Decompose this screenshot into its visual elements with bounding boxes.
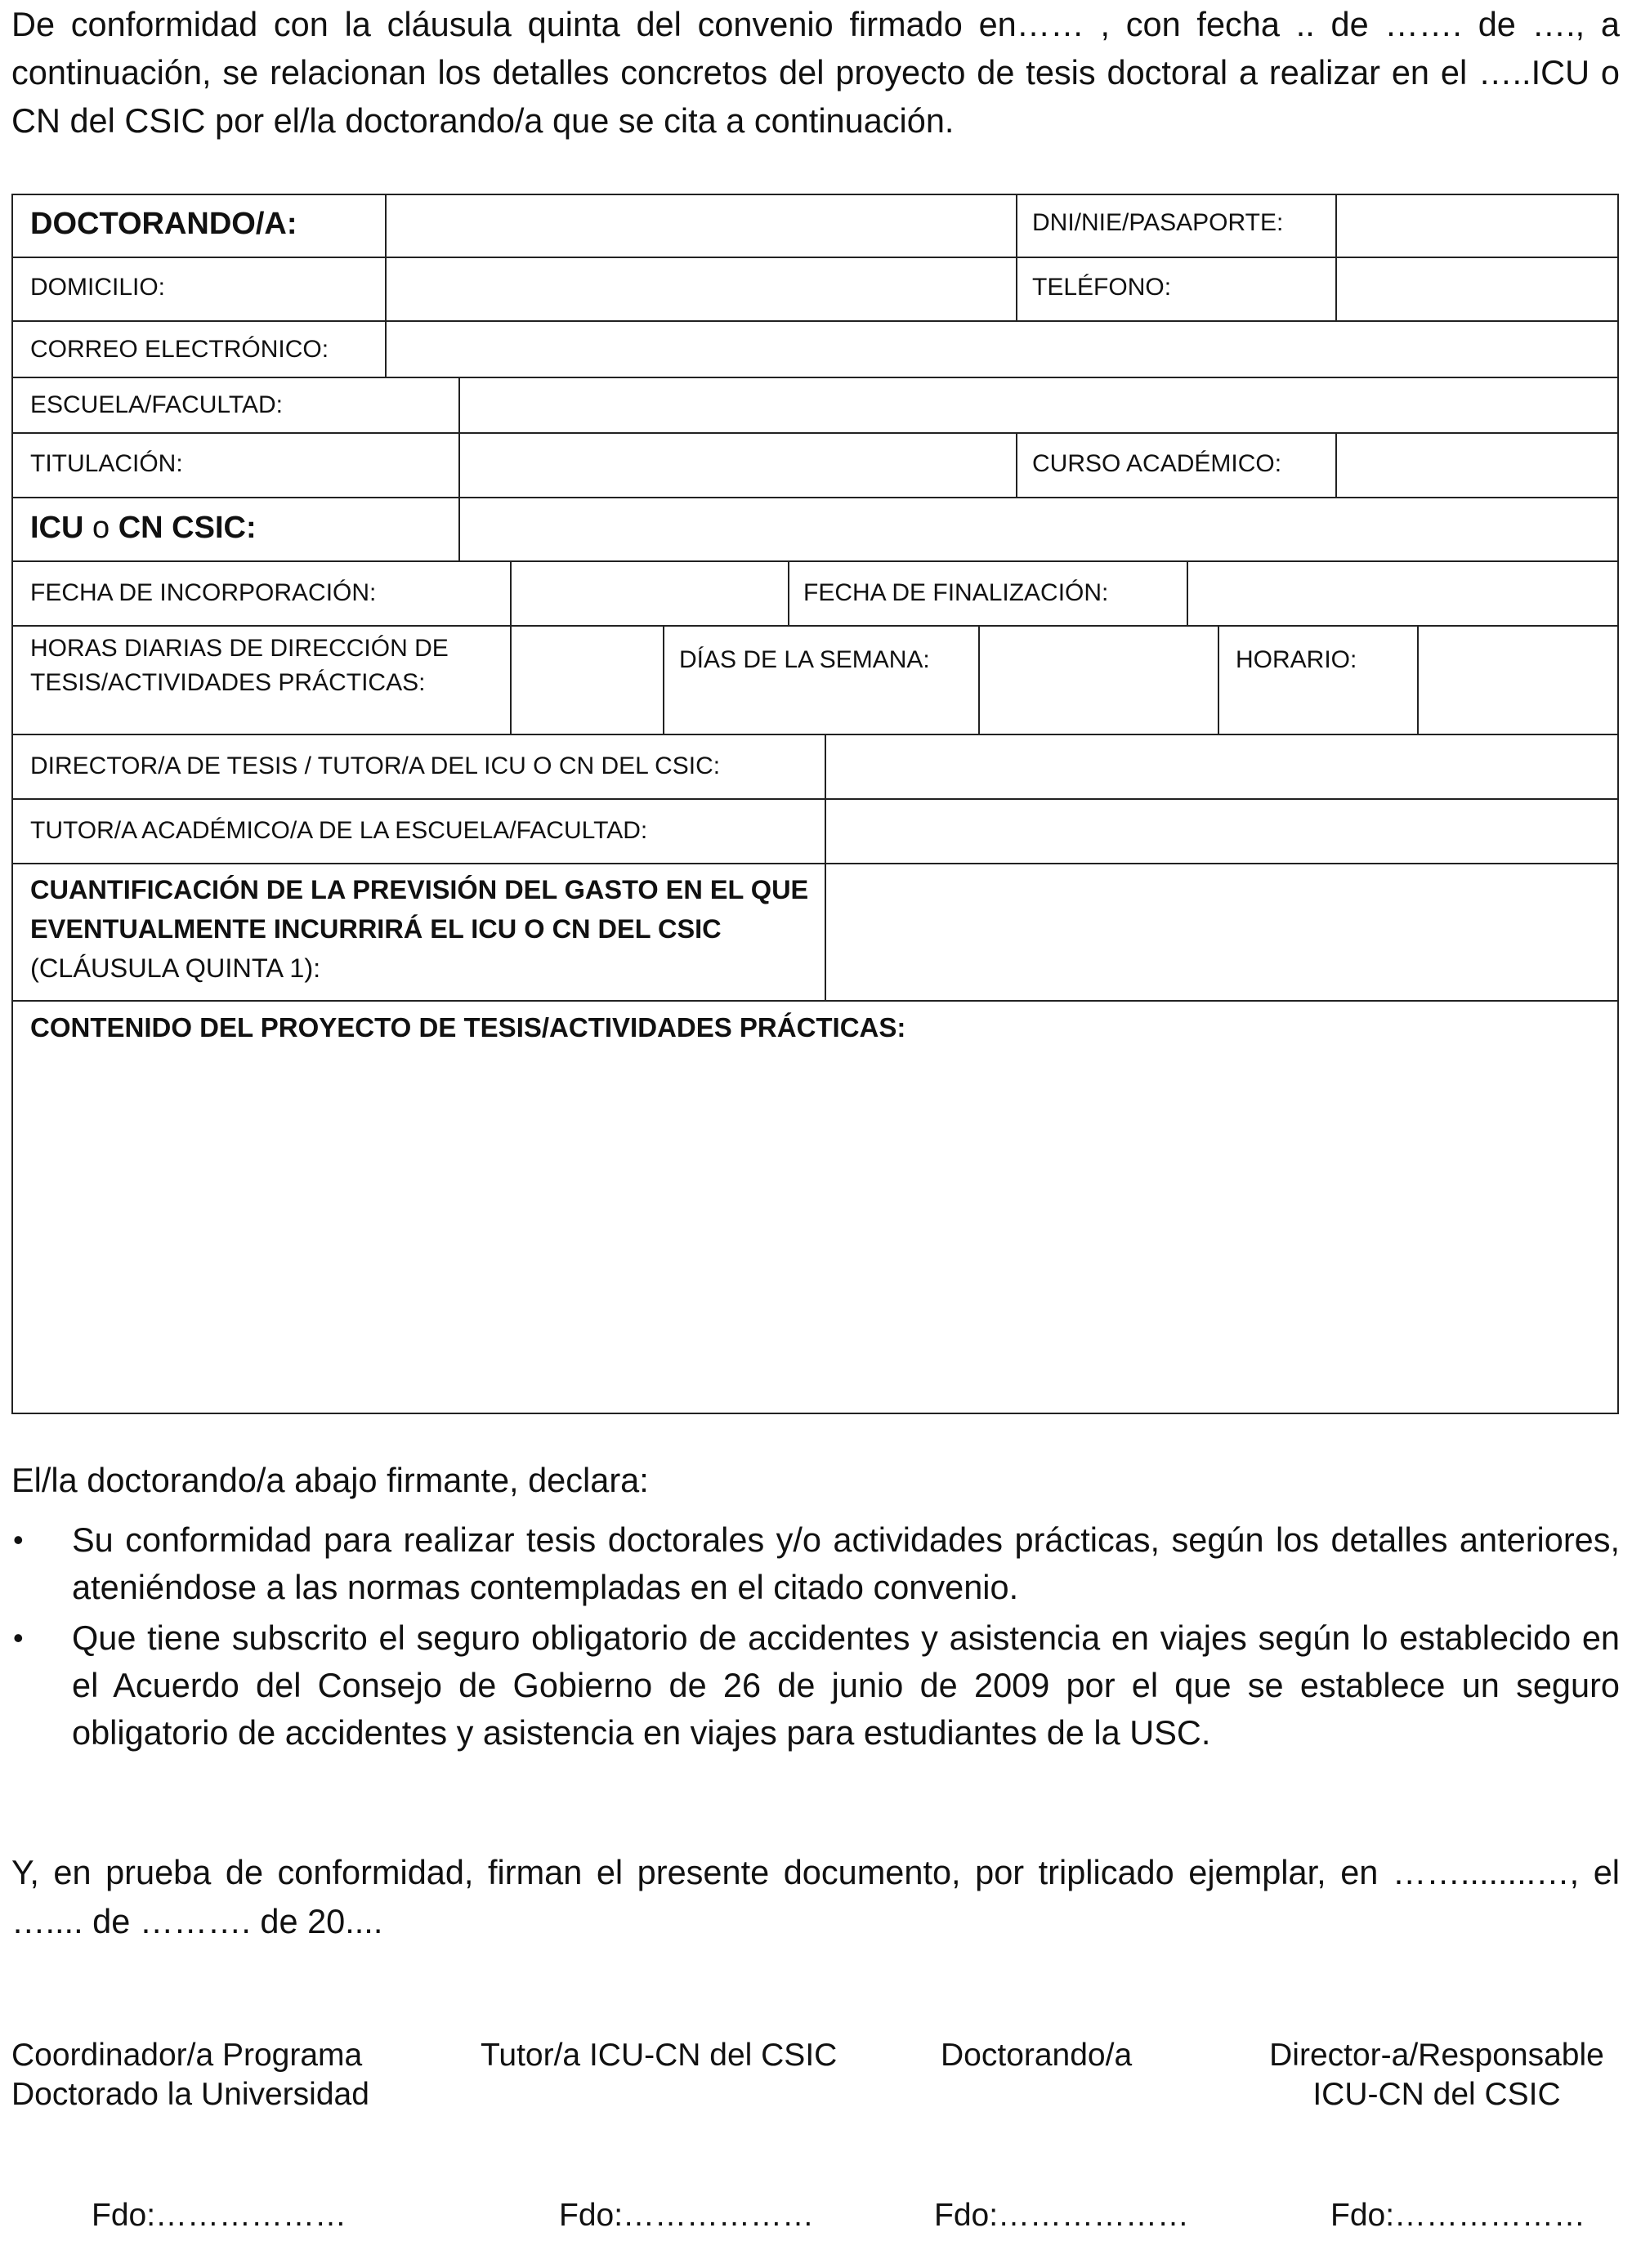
label-telefono: TELÉFONO:: [1032, 274, 1172, 301]
label-fecha-finalizacion: FECHA DE FINALIZACIÓN:: [803, 579, 1109, 606]
label-doctorando: DOCTORANDO/A:: [30, 207, 297, 241]
telefono-field[interactable]: [1337, 258, 1617, 320]
label-director-tesis: DIRECTOR/A DE TESIS / TUTOR/A DEL ICU O CN DEL CSIC:: [30, 752, 721, 779]
label-contenido-proyecto: CONTENIDO DEL PROYECTO DE TESIS/ACTIVIDADES PRÁCTICAS:: [30, 1012, 906, 1042]
icu-csic-field[interactable]: [460, 498, 1617, 560]
col-divider: [1016, 195, 1017, 320]
domicilio-field[interactable]: [387, 258, 1016, 320]
list-item: • Su conformidad para realizar tesis doctorales y/o actividades prácticas, según los detalles anteriores, ateniéndose a las normas contempladas en el citado convenio.: [11, 1516, 1620, 1611]
bullet-icon: •: [13, 1523, 24, 1556]
label-titulacion: TITULACIÓN:: [30, 450, 183, 477]
tutor-academico-field[interactable]: [826, 800, 1617, 863]
horas-diarias-field[interactable]: [512, 627, 663, 734]
dni-field[interactable]: [1337, 195, 1617, 257]
signature-line-director[interactable]: Fdo:………………: [1330, 2198, 1586, 2233]
correo-field[interactable]: [387, 322, 1617, 377]
label-dni: DNI/NIE/PASAPORTE:: [1032, 209, 1284, 236]
signatory-director: Director-a/Responsable ICU-CN del CSIC: [1269, 2038, 1604, 2112]
signature-line-coordinador[interactable]: Fdo:………………: [92, 2198, 347, 2233]
horario-field[interactable]: [1419, 627, 1617, 734]
director-tesis-field[interactable]: [826, 735, 1617, 798]
label-tutor-academico: TUTOR/A ACADÉMICO/A DE LA ESCUELA/FACULTAD:: [30, 817, 648, 844]
declaration-title: El/la doctorando/a abajo firmante, declara:: [11, 1461, 649, 1499]
label-cuantificacion: CUANTIFICACIÓN DE LA PREVISIÓN DEL GASTO EN EL QUE EVENTUALMENTE INCURRIRÁ EL ICU O CN DEL CSIC (CLÁUSULA QUINTA 1):: [30, 875, 809, 983]
signatory-coordinador: Coordinador/a Programa Doctorado la Universidad: [11, 2038, 369, 2112]
signatory-doctorando: Doctorando/a: [941, 2038, 1133, 2073]
label-horas-diarias: HORAS DIARIAS DE DIRECCIÓN DE TESIS/ACTIVIDADES PRÁCTICAS:: [30, 635, 449, 696]
dias-semana-field[interactable]: [980, 627, 1218, 734]
label-dias-semana: DÍAS DE LA SEMANA:: [679, 646, 930, 673]
escuela-field[interactable]: [460, 378, 1617, 432]
col-divider: [788, 560, 789, 625]
list-item: • Que tiene subscrito el seguro obligatorio de accidentes y asistencia en viajes según lo establecido en el Acuerdo del Consejo de Gobierno de 26 de junio de 2009 por el que se establece un seguro obligatorio de accidentes y asistencia en viajes para estudiantes de la USC.: [11, 1614, 1620, 1757]
fecha-finalizacion-field[interactable]: [1188, 562, 1617, 625]
doctorando-field[interactable]: [387, 195, 1016, 257]
curso-field[interactable]: [1337, 434, 1617, 497]
signature-line-tutor[interactable]: Fdo:………………: [559, 2198, 815, 2233]
row-divider: [13, 1000, 1617, 1002]
label-curso: CURSO ACADÉMICO:: [1032, 450, 1282, 477]
col-divider: [1218, 625, 1219, 734]
row-divider: [13, 625, 1617, 627]
col-divider: [663, 625, 664, 734]
signatory-tutor: Tutor/a ICU-CN del CSIC: [481, 2038, 838, 2073]
intro-paragraph: De conformidad con la cláusula quinta del convenio firmado en…… , con fecha .. de ……. de …., a continuación, se relacionan los detalles concretos del proyecto de tesis doctoral a realizar en el …..ICU o CN del CSIC por el/la doctorando/a que se cita a continuación.: [11, 5, 1620, 140]
thesis-details-form: [11, 194, 1619, 1414]
label-fecha-incorporacion: FECHA DE INCORPORACIÓN:: [30, 579, 377, 606]
closing-paragraph: Y, en prueba de conformidad, firman el presente documento, por triplicado ejemplar, en ……........…, el ….... de ………. de 20....: [11, 1853, 1620, 1940]
cuantificacion-field[interactable]: [826, 864, 1617, 1000]
label-escuela: ESCUELA/FACULTAD:: [30, 391, 283, 418]
label-horario: HORARIO:: [1236, 646, 1357, 673]
label-correo: CORREO ELECTRÓNICO:: [30, 336, 329, 363]
signature-line-doctorando[interactable]: Fdo:………………: [934, 2198, 1190, 2233]
fecha-incorporacion-field[interactable]: [512, 562, 788, 625]
bullet-icon: •: [13, 1621, 24, 1654]
label-icu-csic: ICU o CN CSIC:: [30, 511, 257, 545]
label-domicilio: DOMICILIO:: [30, 274, 166, 301]
declaration-list: [11, 1516, 1620, 1760]
titulacion-field[interactable]: [460, 434, 1016, 497]
col-divider: [1016, 432, 1017, 497]
contenido-proyecto-field[interactable]: [13, 1053, 1617, 1413]
